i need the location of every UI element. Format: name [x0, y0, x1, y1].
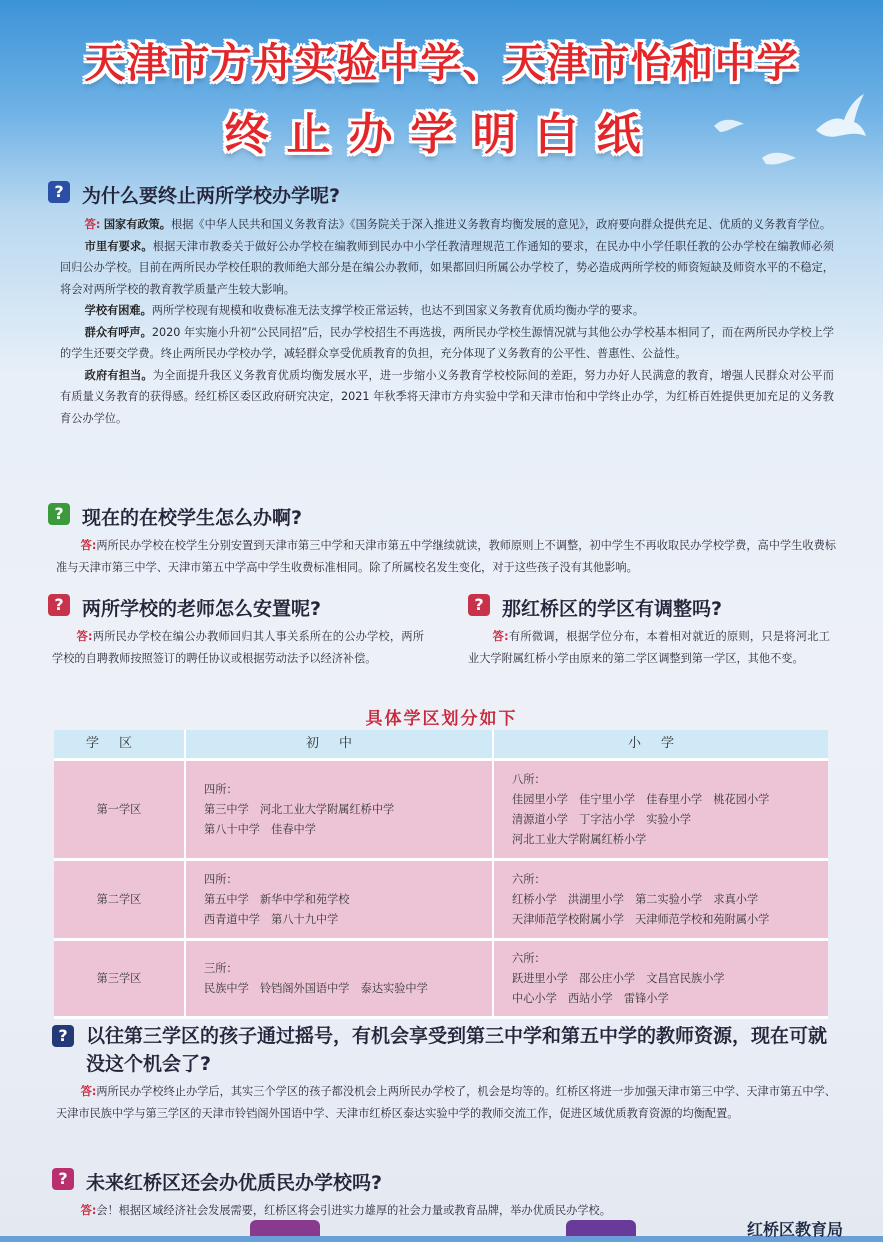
- answer-label: 答:: [84, 218, 101, 231]
- section-heading-district: [468, 594, 848, 621]
- question-icon: ?: [52, 1025, 74, 1047]
- answer-label: 答:: [80, 1204, 97, 1217]
- answer-paragraph: [56, 1081, 836, 1124]
- section-body-district: [468, 626, 830, 669]
- answer-label: 答:: [492, 630, 509, 643]
- dove-icon: [712, 114, 746, 134]
- section-heading-future: [52, 1168, 842, 1195]
- school-count: 四所：: [204, 782, 238, 796]
- paragraph-lead: 国家有政策。: [103, 218, 171, 231]
- zone-cell: 第二学区: [54, 860, 185, 940]
- table-caption: 具体学区划分如下: [365, 709, 518, 729]
- school-count: 四所：: [204, 872, 238, 886]
- paragraph-policy: [60, 214, 834, 236]
- zone-cell: 第一学区: [54, 760, 185, 860]
- issuer-signature: 红桥区教育局: [746, 1220, 843, 1239]
- primary-schools-cell: [493, 760, 828, 860]
- paragraph-text: 两所民办学校终止办学后，其实三个学区的孩子都没机会上两所民办学校了，机会是均等的。红桥区将进一步加强天津市第三中学、天津市第五中学、天津市民族中学与第三学区的天津市铃铛阁外国语中学、天津市红桥区泰达实验中学的教师交流工作，促进区域优质教育资源的均衡配置。: [56, 1085, 836, 1120]
- section-body-students: [56, 535, 836, 578]
- zone-cell: 第三学区: [54, 940, 185, 1018]
- paragraph-text: 2020 年实施小升初“公民同招”后，民办学校招生不再选拔，两所民办学校生源情况就与其他公办学校基本相同了，而在两所民办学校上学的学生还要交学费。终止两所民办学校办学，减轻群众享受优质教育的负担，充分体现了义务教育的公平性、普惠性、公益性。: [60, 325, 834, 360]
- middle-schools-cell: [185, 760, 493, 860]
- paragraph-lead: 市里有要求。: [84, 239, 153, 253]
- question-icon: ?: [48, 594, 70, 616]
- paragraph-text: 两所学校现有规模和收费标准无法支撑学校正常运转，也达不到国家义务教育优质均衡办学的要求。: [151, 304, 645, 317]
- school-list-line: 河北工业大学附属红桥小学: [512, 832, 647, 846]
- answer-label: 答:: [76, 630, 93, 643]
- table-row: [54, 940, 828, 1018]
- paragraph-text: 根据天津市教委关于做好公办学校在编教师到民办中小学任教清理规范工作通知的要求，在民办中小学任职任教的公办学校在编教师必须回归公办学校。目前在两所民办学校任职的教师绝大部分是在编公办教师，如果都回归所属公办学校了，势必造成两所学校的师资短缺及师资水平的不稳定，将会对两所学校的教育教学质量产生较大影响。: [60, 239, 834, 296]
- paragraph-text: 会！根据区域经济社会发展需要，红桥区将会引进实力雄厚的社会力量或教育品牌，举办优质民办学校。: [96, 1204, 611, 1217]
- dove-icon: [760, 148, 798, 168]
- poster-title-line1: 天津市方舟实验中学、天津市怡和中学: [84, 39, 799, 87]
- paragraph-city: [60, 236, 834, 301]
- school-list-line: 天津师范学校附属小学 天津师范学校和苑附属小学: [512, 912, 770, 926]
- section-body-why: [60, 214, 834, 429]
- question-icon: ?: [468, 594, 490, 616]
- heading-text: 为什么要终止两所学校办学呢?: [82, 185, 341, 207]
- answer-label: 答:: [80, 1085, 97, 1098]
- school-list-line: 西青道中学 第八十九中学: [204, 912, 339, 926]
- section-body-teachers: [52, 626, 424, 669]
- question-icon: ?: [52, 1168, 74, 1190]
- school-list-line: 民族中学 铃铛阁外国语中学 泰达实验中学: [204, 981, 428, 995]
- school-count: 三所：: [204, 961, 238, 975]
- question-icon: ?: [48, 181, 70, 203]
- school-list-line: 红桥小学 洪湖里小学 第二实验小学 求真小学: [512, 892, 759, 906]
- answer-paragraph: [56, 535, 836, 578]
- question-icon: ?: [48, 503, 70, 525]
- paragraph-lead: 政府有担当。: [84, 368, 153, 382]
- heading-text: 那红桥区的学区有调整吗?: [502, 598, 723, 620]
- paragraph-text: 两所民办学校在校学生分别安置到天津市第三中学和天津市第五中学继续就读，教师原则上不调整，初中学生不再收取民办学校学费，高中学生收费标准与天津市第三中学、天津市第五中学高中学生收费标准相同。除了所属校名发生变化，对于这些孩子没有其他影响。: [56, 539, 836, 574]
- heading-text: 以往第三学区的孩子通过摇号，有机会享受到第三中学和第五中学的教师资源，现在可就没这个机会了?: [86, 1025, 828, 1075]
- school-list-line: 中心小学 西站小学 雷锋小学: [512, 991, 669, 1005]
- middle-schools-cell: [185, 860, 493, 940]
- school-count: 八所：: [512, 772, 546, 786]
- paragraph-lead: 学校有困难。: [84, 304, 152, 317]
- heading-text: 两所学校的老师怎么安置呢?: [82, 598, 322, 620]
- poster-title-line2: 终止办学明白纸: [224, 109, 659, 160]
- primary-schools-cell: [493, 940, 828, 1018]
- school-list-line: 第三中学 河北工业大学附属红桥中学: [204, 802, 395, 816]
- section-body-lottery: [56, 1081, 836, 1124]
- heading-text: 现在的在校学生怎么办啊?: [82, 507, 303, 529]
- answer-label: 答:: [80, 539, 97, 552]
- paragraph-text: 两所民办学校在编公办教师回归其人事关系所在的公办学校，两所学校的自聘教师按照签订的聘任协议或根据劳动法予以经济补偿。: [52, 630, 424, 665]
- school-count: 六所：: [512, 951, 546, 965]
- header-middle: 初中: [185, 730, 493, 760]
- table-row: [54, 860, 828, 940]
- school-list-line: 第八十中学 佳春中学: [204, 822, 316, 836]
- school-list-line: 清源道小学 丁字沽小学 实验小学: [512, 812, 692, 826]
- paragraph-text: 有所微调，根据学位分布，本着相对就近的原则，只是将河北工业大学附属红桥小学由原来的第二学区调整到第一学区，其他不变。: [468, 630, 830, 665]
- table-header-row: [54, 730, 828, 760]
- header-zone: 学区: [54, 730, 185, 760]
- section-heading-lottery: [52, 1022, 842, 1078]
- answer-paragraph: [56, 1200, 756, 1222]
- paragraph-school: [60, 300, 834, 322]
- paragraph-text: 为全面提升我区义务教育优质均衡发展水平，进一步缩小义务教育学校校际间的差距，努力办好人民满意的教育，增强人民群众对公平而有质量义务教育的获得感。经红桥区委区政府研究决定，2021 年秋季将天津市方舟实验中学和天津市怡和中学终止办学，为红桥百姓提供更加充足的义务教育公办学位。: [60, 368, 834, 425]
- section-heading-teachers: [48, 594, 438, 621]
- heading-text: 未来红桥区还会办优质民办学校吗?: [86, 1172, 383, 1194]
- district-table: [54, 730, 828, 1019]
- section-heading-students: [48, 503, 848, 530]
- paragraph-lead: 群众有呼声。: [84, 325, 152, 339]
- answer-paragraph: [52, 626, 424, 669]
- school-list-line: 佳园里小学 佳宁里小学 佳春里小学 桃花园小学: [512, 792, 770, 806]
- school-count: 六所：: [512, 872, 546, 886]
- answer-paragraph: [468, 626, 830, 669]
- section-body-future: [56, 1200, 756, 1222]
- table-row: [54, 760, 828, 860]
- paragraph-government: [60, 365, 834, 430]
- paragraph-public: [60, 322, 834, 365]
- dove-icon: [808, 90, 868, 146]
- school-list-line: 跃进里小学 邵公庄小学 文昌宫民族小学: [512, 971, 725, 985]
- header-primary: 小学: [493, 730, 828, 760]
- middle-schools-cell: [185, 940, 493, 1018]
- school-list-line: 第五中学 新华中学和苑学校: [204, 892, 350, 906]
- section-heading-why: [48, 181, 848, 208]
- primary-schools-cell: [493, 860, 828, 940]
- paragraph-text: 根据《中华人民共和国义务教育法》《国务院关于深入推进义务教育均衡发展的意见》，政府要向群众提供充足、优质的义务教育学位。: [171, 218, 832, 231]
